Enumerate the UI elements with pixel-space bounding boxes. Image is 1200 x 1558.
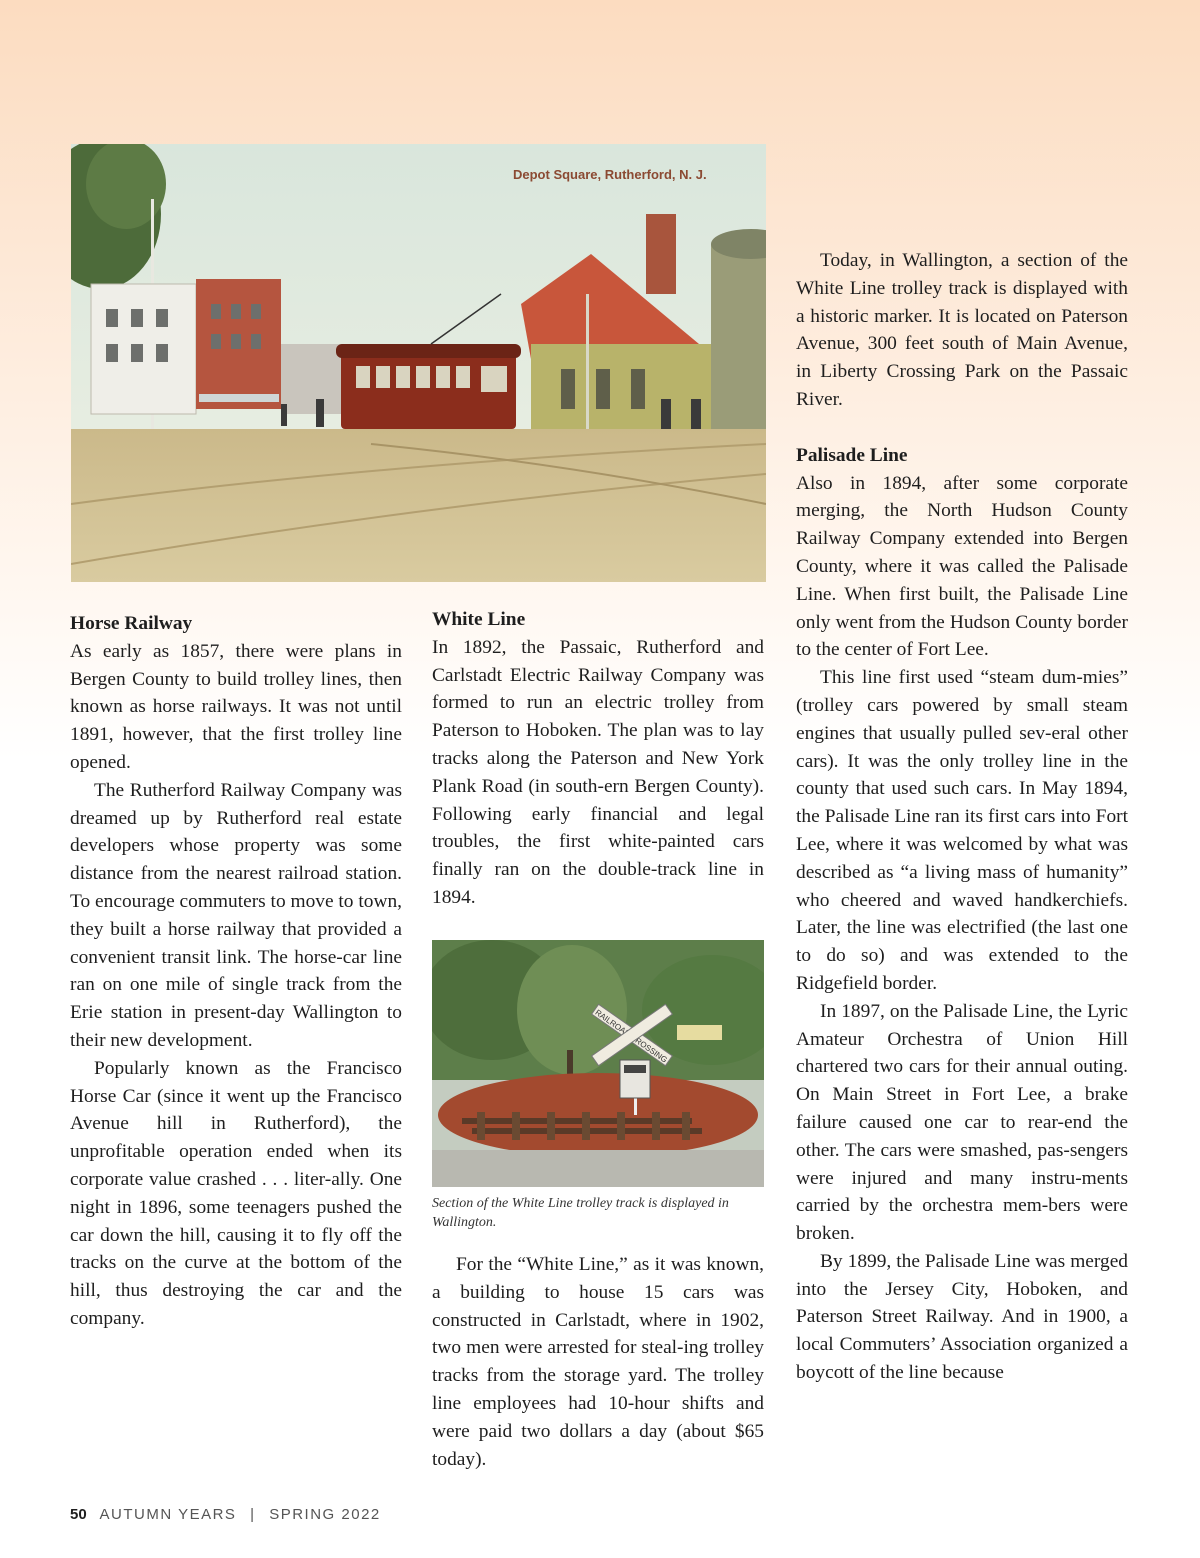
magazine-name: AUTUMN YEARS	[99, 1506, 237, 1523]
paragraph: For the “White Line,” as it was known, a building to house 15 cars was constructed in Carlstadt, where in 1902, two men were arrested for steal-ing trolley tracks from the storage yard. The trolley line employees had 10-hour shifts and were paid two dollars a day (about $65 today).	[432, 1254, 764, 1470]
column-white-line-continued	[432, 1251, 764, 1473]
paragraph: In 1892, the Passaic, Rutherford and Carlstadt Electric Railway Company was formed to run an electric trolley from Paterson to Hoboken. The plan was to lay tracks along the Paterson and New York Plank Road (in south-ern Bergen County). Following early financial and legal troubles, the first white-painted cars finally ran on the double-track line in 1894.	[432, 636, 764, 908]
heading-white-line: White Line	[432, 609, 526, 630]
paragraph: Also in 1894, after some corporate merging, the North Hudson County Railway Company extended into Bergen County, where it was called the Palisade Line. When first built, the Palisade Line only went from the Hudson County border to the center of Fort Lee.	[796, 472, 1128, 661]
paragraph: By 1899, the Palisade Line was merged into the Jersey City, Hoboken, and Paterson Street Railway. And in 1900, a local Commuters’ Association organized a boycott of the line because	[796, 1250, 1128, 1384]
postcard-caption: Depot Square, Rutherford, N. J.	[513, 167, 707, 182]
paragraph: Popularly known as the Francisco Horse Car (since it went up the Francisco Avenue hill in Rutherford), the unprofitable operation ended when its corporate value crashed . . . liter-ally. One night in 1896, some teenagers pushed the car down the hill, causing it to fly off the tracks on the curve at the bottom of the hill, thus destroying the car and the company.	[70, 1057, 402, 1329]
white-line-track-photo	[432, 940, 764, 1187]
trolley-track-photo	[432, 940, 764, 1187]
page-number: 50	[70, 1506, 87, 1523]
paragraph: This line first used “steam dum-mies” (trolley cars powered by small steam engines that usually pulled sev-eral other cars). It was the only trolley line in the county that used such cars. In May 1894, the Palisade Line ran its first cars into Fort Lee, where it was welcomed by what was described as “a living mass of humanity” who cheered and waved handkerchiefs. Later, the line was electrified (the last one to do so) and was extended to the Ridgefield border.	[796, 667, 1128, 994]
depot-square-postcard	[71, 144, 766, 582]
paragraph: In 1897, on the Palisade Line, the Lyric Amateur Orchestra of Union Hill chartered two cars for their annual outing. On Main Street in Fort Lee, a brake failure caused one car to rear-end the other. The cars were smashed, pas-sengers were injured and many instru-ments carried by the orchestra mem-bers were broken.	[796, 1000, 1128, 1245]
footer-separator: |	[250, 1506, 256, 1523]
photo-caption: Section of the White Line trolley track is displayed in Wallington.	[432, 1196, 729, 1230]
heading-palisade-line: Palisade Line	[796, 444, 908, 466]
column-white-line	[432, 606, 764, 912]
page-footer	[70, 1506, 381, 1523]
column-horse-railway	[70, 610, 402, 1333]
paragraph: Today, in Wallington, a section of the White Line trolley track is displayed with a historic marker. It is located on Paterson Avenue, 300 feet south of Main Avenue, in Liberty Crossing Park on the Passaic River.	[796, 250, 1128, 410]
heading-horse-railway: Horse Railway	[70, 613, 193, 634]
issue-date: SPRING 2022	[269, 1506, 381, 1523]
paragraph: The Rutherford Railway Company was dreamed up by Rutherford real estate developers whose property was some distance from the nearest railroad station. To encourage commuters to move to town, they built a horse railway that provided a convenient transit link. The horse-car line ran on one mile of single track from the Erie station in present-day Wallington to their new development.	[70, 779, 402, 1051]
trolley-postcard-image	[71, 144, 766, 582]
paragraph: As early as 1857, there were plans in Bergen County to build trolley lines, then known as horse railways. It was not until 1891, however, that the first trolley line opened.	[70, 640, 402, 773]
column-palisade-line	[796, 247, 1128, 1387]
